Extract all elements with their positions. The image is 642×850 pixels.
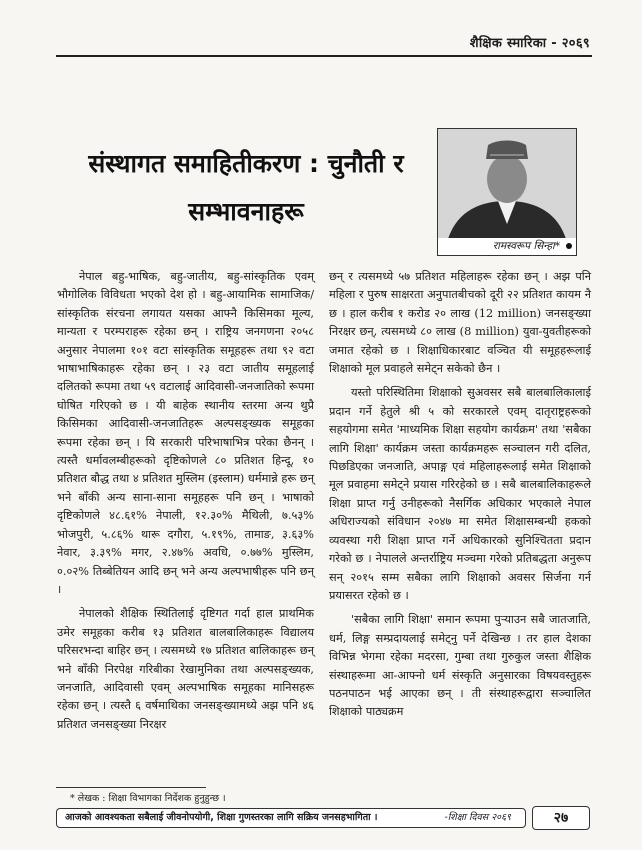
right-column [329, 268, 591, 728]
paragraph: नेपालको शैक्षिक स्थितिलाई दृष्टिगत गर्दा हाल प्राथमिक उमेर समूहका करीब १३ प्रतिशत बालबालिकाहरू विद्यालय परिसरभन्दा बाहिर छन् । त्यसमध्ये १७ प्रतिशत बालिकाहरू छन् भने बाँकी निरपेक्ष गरिबीका रेखामुनिका तथा अल्पसङ्ख्यक, जनजाति, आदिवासी एवम् अल्पभाषिक समूहका मानिसहरू रहेका छन् । त्यस्तै ६ वर्षमाथिका जनसङ्ख्यामध्ये अझ पनि ४६ प्रतिशत जनसङ्ख्या निरक्षर [57, 607, 314, 731]
page-number: २७ [532, 806, 590, 830]
paragraph: नेपाल बहु-भाषिक, बहु-जातीय, बहु-सांस्कृतिक एवम् भौगोलिक विविधता भएको देश हो । बहु-आयामिक सामाजिक/सांस्कृतिक संरचना लगायत यसका आफ्नै किसिमका मूल्य, मान्यता र परम्पराहरू रहेका छन् । राष्ट्रिय जनगणना २०५८ अनुसार नेपालमा १०१ वटा सांस्कृतिक समूहहरू तथा ९२ वटा भाषाभाषिकाहरू रहेका छन् । २३ वटा जातीय समूहलाई दलितको रूपमा तथा ५९ वटालाई आदिवासी-जनजातिको रूपमा घोषित गरिएको छ । यी बाहेक स्थानीय स्तरमा अन्य थुप्रै किसिमका आदिवासी-जनजातिहरू अल्पसङ्ख्यक समूहका रूपमा रहेका छन् । यि सरकारी परिभाषाभित्र परेका छैनन् । त्यस्तै धर्मावलम्बीहरूको दृष्टिकोणले ८० प्रतिशत हिन्दू, १० प्रतिशत बौद्ध तथा ४ प्रतिशत मुस्लिम (इस्लाम) धर्ममान्ने हरू छन् भने बाँकी अन्य साना-साना समूहहरू पनि छन् । भाषाको दृष्टिकोणले ४८.६१% नेपाली, १२.३०% मैथिली, ७.५३% भोजपुरी, ५.८६% थारू दगौरा, ५.१९%, तामाङ, ३.६३% नेवार, ३.३९% मगर, २.४७% अवधि, ०.७७% मुस्लिम, ०.०२% तिब्बेतियन आदि छन् भने अन्य अल्पभाषीहरू पनि छन् । [57, 270, 314, 596]
paragraph: 'सबैका लागि शिक्षा' समान रूपमा पुऱ्याउन सबै जातजाति, धर्म, लिङ्ग सम्प्रदायलाई समेट्नु पर्ने देखिन्छ । तर हाल देशका विभिन्न भेगमा रहेका मदरसा, गुम्बा तथा गुरुकुल जस्ता शैक्षिक संस्थाहरूमा आ-आफ्नो धर्म संस्कृति अनुसारका विषयवस्तुहरू पठनपाठन भई आएका छन् । ती संस्थाहरूद्वारा सञ्चालित शिक्षाको पाठ्यक्रम [329, 613, 591, 719]
author-name: रामस्वरूप सिन्हा* [492, 240, 560, 252]
header-rule [56, 55, 592, 57]
footer-slogan: आजको आवश्यकता सबैलाई जीवनोपयोगी, शिक्षा गुणस्तरका लागि सक्रिय जनसहभागिता । [65, 812, 378, 823]
paragraph: यस्तो परिस्थितिमा शिक्षाको सुअवसर सबै बालबालिकालाई प्रदान गर्ने हेतुले श्री ५ को सरकारले एवम् दातृराष्ट्रहरूको सहयोगमा समेत 'माध्यमिक शिक्षा सहयोग कार्यक्रम' तथा 'सबैका लागि शिक्षा' कार्यक्रम जस्ता कार्यक्रमहरू सञ्चालन गरी दलित, पिछडिएका जनजाति, अपाङ्ग एवं महिलाहरूलाई समेत शिक्षाको मूल प्रवाहमा समेट्ने प्रयास गरिरहेको छ । सबै बालबालिकाहरूले शिक्षा प्राप्त गर्नु उनीहरूको नैसर्गिक अधिकार भएकाले नेपाल अधिराज्यको संविधान २०४७ मा समेत शिक्षासम्बन्धी हकको व्यवस्था गरी शिक्षा प्राप्त गर्ने अधिकारको सुनिश्चितता प्रदान गरेको छ । नेपालले अन्तर्राष्ट्रिय मञ्चमा गरेको प्रतिबद्धता अनुरूप सन् २०१५ सम्म सबैका लागि शिक्षाको अवसर सिर्जना गर्न प्रयासरत रहेको छ । [329, 386, 591, 602]
bullet-icon [566, 243, 572, 249]
author-photo [437, 128, 577, 240]
author-caption [437, 238, 577, 256]
footer-slogan-box [56, 808, 526, 828]
paragraph: छन् र त्यसमध्ये ५७ प्रतिशत महिलाहरू रहेका छन् । अझ पनि महिला र पुरुष साक्षरता अनुपातबीचको दूरी २२ प्रतिशत कायम नै छ । हाल करीब १ करोड २० लाख (12 million) जनसङ्ख्या निरक्षर छन्, त्यसमध्ये ८० लाख (8 million) युवा-युवतीहरूको जमात रहेको छ । शिक्षाधिकारबाट वञ्चित यी समूहहरूलाई शिक्षाको मूल प्रवाहले समेट्न सकेको छैन । [329, 270, 591, 376]
journal-title: शैक्षिक स्मारिका - २०६९ [469, 36, 590, 51]
footer-occasion: -शिक्षा दिवस २०६९ [444, 812, 511, 823]
left-column [57, 268, 314, 740]
footnote-rule [56, 787, 206, 788]
footnote: * लेखक : शिक्षा विभागका निर्देशक हुनुहुन्छ । [70, 793, 226, 804]
article-title: संस्थागत समाहितीकरण : चुनौती र सम्भावनाहरू [88, 149, 404, 226]
